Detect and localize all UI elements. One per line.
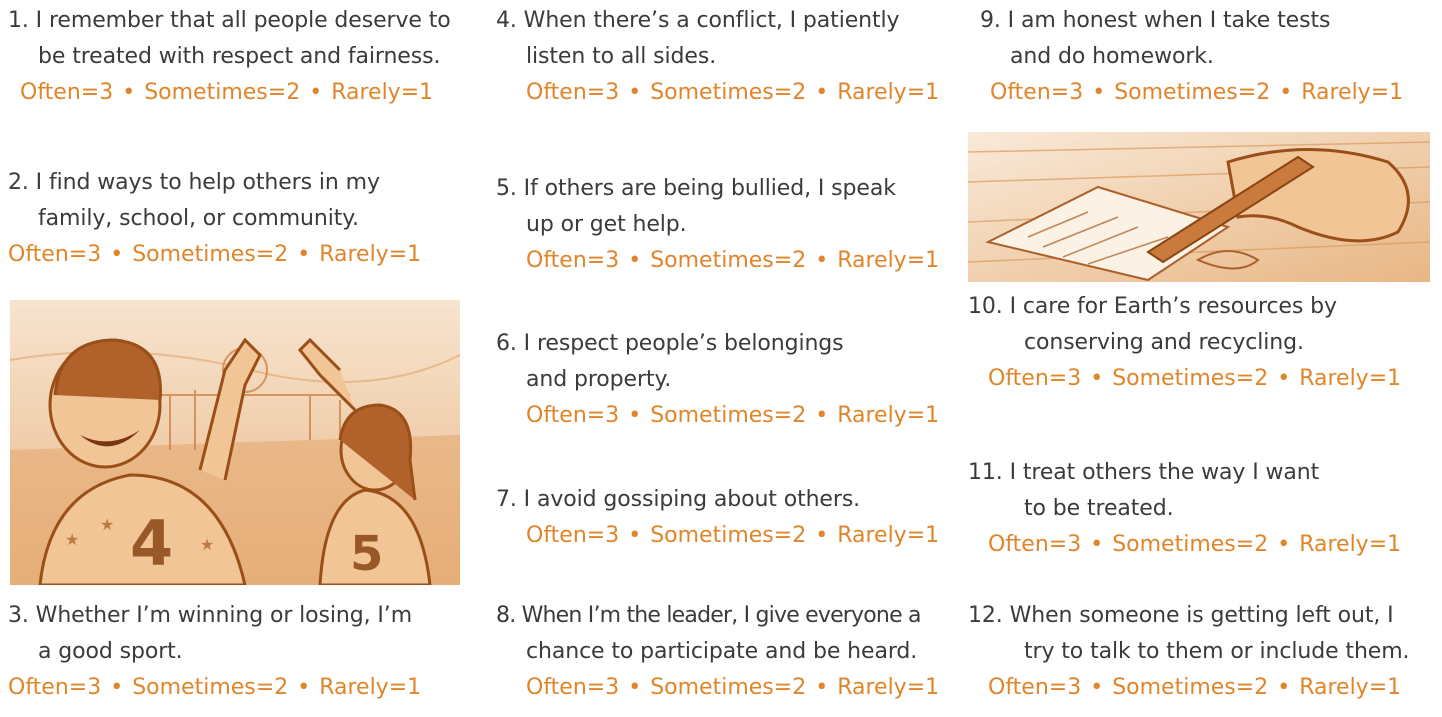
option-sometimes[interactable]: Sometimes=2 — [1112, 532, 1269, 557]
survey-item-8 — [496, 598, 966, 705]
option-sometimes[interactable]: Sometimes=2 — [1112, 675, 1269, 700]
rating-scale[interactable]: Often=3 • Sometimes=2 • Rarely=1 — [988, 366, 1402, 391]
option-often[interactable]: Often=3 — [988, 675, 1082, 700]
svg-text:★: ★ — [65, 530, 80, 549]
survey-item-7 — [496, 482, 956, 553]
question-text: 9. I am honest when I take tests and do homework. — [980, 8, 1331, 69]
option-often[interactable]: Often=3 — [8, 242, 102, 267]
rating-scale[interactable]: Often=3 • Sometimes=2 • Rarely=1 — [526, 403, 940, 428]
svg-text:★: ★ — [200, 535, 215, 554]
question-text: 6. I respect people’s belongings and property. — [496, 331, 844, 392]
option-rarely[interactable]: Rarely=1 — [1299, 675, 1402, 700]
survey-item-5 — [496, 171, 956, 278]
question-text: 10. I care for Earth’s resources by conserving and recycling. — [968, 294, 1337, 355]
rating-scale[interactable]: Often=3 • Sometimes=2 • Rarely=1 — [20, 80, 434, 105]
option-often[interactable]: Often=3 — [526, 80, 620, 105]
question-text: 2. I find ways to help others in my family, school, or community. — [8, 170, 380, 231]
survey-item-12 — [968, 598, 1440, 705]
survey-item-2 — [8, 165, 463, 272]
option-sometimes[interactable]: Sometimes=2 — [132, 242, 289, 267]
option-rarely[interactable]: Rarely=1 — [319, 242, 422, 267]
option-sometimes[interactable]: Sometimes=2 — [1114, 80, 1271, 105]
option-rarely[interactable]: Rarely=1 — [1299, 532, 1402, 557]
option-often[interactable]: Often=3 — [526, 403, 620, 428]
writing-sketch-image — [968, 132, 1430, 282]
writing-illustration — [968, 132, 1430, 282]
option-often[interactable]: Often=3 — [526, 523, 620, 548]
option-sometimes[interactable]: Sometimes=2 — [650, 80, 807, 105]
option-sometimes[interactable]: Sometimes=2 — [650, 675, 807, 700]
rating-scale[interactable]: Often=3 • Sometimes=2 • Rarely=1 — [988, 532, 1402, 557]
rating-scale[interactable]: Often=3 • Sometimes=2 • Rarely=1 — [526, 80, 940, 105]
option-often[interactable]: Often=3 — [8, 675, 102, 700]
question-text: 4. When there’s a conflict, I patiently listen to all sides. — [496, 8, 900, 69]
option-often[interactable]: Often=3 — [988, 366, 1082, 391]
jersey-number-a: 4 — [130, 507, 174, 580]
survey-item-3 — [8, 598, 463, 705]
rating-scale[interactable]: Often=3 • Sometimes=2 • Rarely=1 — [8, 675, 422, 700]
option-rarely[interactable]: Rarely=1 — [837, 523, 940, 548]
rating-scale[interactable]: Often=3 • Sometimes=2 • Rarely=1 — [526, 248, 940, 273]
option-sometimes[interactable]: Sometimes=2 — [650, 403, 807, 428]
jersey-number-b: 5 — [350, 526, 384, 582]
question-text: 8. When I’m the leader, I give everyone a chance to participate and be heard. — [496, 603, 921, 664]
option-often[interactable]: Often=3 — [526, 248, 620, 273]
survey-item-4 — [496, 3, 956, 110]
rating-scale[interactable]: Often=3 • Sometimes=2 • Rarely=1 — [526, 523, 940, 548]
option-rarely[interactable]: Rarely=1 — [837, 80, 940, 105]
rating-scale[interactable]: Often=3 • Sometimes=2 • Rarely=1 — [8, 242, 422, 267]
question-text: 7. I avoid gossiping about others. — [496, 487, 861, 512]
option-often[interactable]: Often=3 — [990, 80, 1084, 105]
rating-scale[interactable]: Often=3 • Sometimes=2 • Rarely=1 — [988, 675, 1402, 700]
option-sometimes[interactable]: Sometimes=2 — [650, 248, 807, 273]
survey-item-1 — [8, 3, 463, 110]
option-rarely[interactable]: Rarely=1 — [837, 248, 940, 273]
question-text: 3. Whether I’m winning or losing, I’m a good sport. — [8, 603, 413, 664]
fans-sketch-image — [10, 300, 460, 585]
question-text: 11. I treat others the way I want to be treated. — [968, 460, 1320, 521]
option-often[interactable]: Often=3 — [20, 80, 114, 105]
option-rarely[interactable]: Rarely=1 — [319, 675, 422, 700]
survey-item-6 — [496, 326, 956, 433]
option-rarely[interactable]: Rarely=1 — [1299, 366, 1402, 391]
survey-item-9 — [980, 3, 1440, 110]
fans-illustration — [10, 300, 460, 585]
option-rarely[interactable]: Rarely=1 — [837, 675, 940, 700]
rating-scale[interactable]: Often=3 • Sometimes=2 • Rarely=1 — [990, 80, 1404, 105]
option-often[interactable]: Often=3 — [526, 675, 620, 700]
survey-item-11 — [968, 455, 1438, 562]
option-rarely[interactable]: Rarely=1 — [837, 403, 940, 428]
option-rarely[interactable]: Rarely=1 — [1301, 80, 1404, 105]
question-text: 5. If others are being bullied, I speak up or get help. — [496, 176, 896, 237]
question-text: 1. I remember that all people deserve to be treated with respect and fairness. — [8, 8, 451, 69]
rating-scale[interactable]: Often=3 • Sometimes=2 • Rarely=1 — [526, 675, 940, 700]
option-often[interactable]: Often=3 — [988, 532, 1082, 557]
option-sometimes[interactable]: Sometimes=2 — [132, 675, 289, 700]
option-sometimes[interactable]: Sometimes=2 — [144, 80, 301, 105]
survey-item-10 — [968, 289, 1438, 396]
option-sometimes[interactable]: Sometimes=2 — [1112, 366, 1269, 391]
option-rarely[interactable]: Rarely=1 — [331, 80, 434, 105]
question-text: 12. When someone is getting left out, I try to talk to them or include them. — [968, 603, 1410, 664]
option-sometimes[interactable]: Sometimes=2 — [650, 523, 807, 548]
svg-text:★: ★ — [100, 515, 115, 534]
